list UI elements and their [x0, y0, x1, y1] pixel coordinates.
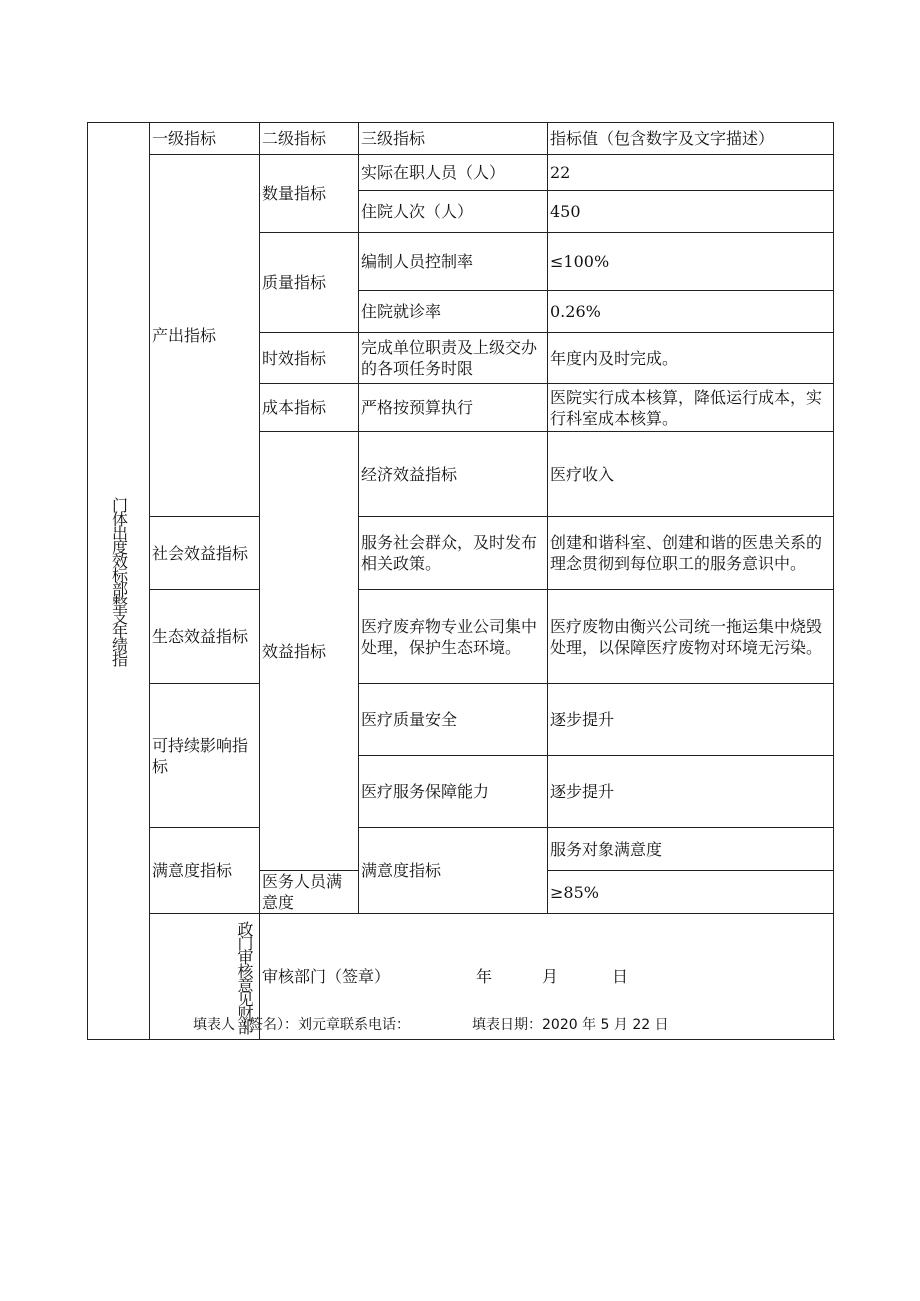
social-value: 创建和谐科室、创建和谐的医患关系的理念贯彻到每位职工的服务意识中。: [548, 517, 834, 590]
quality-name-1: 编制人员控制率: [359, 233, 548, 291]
review-month: 月: [542, 967, 559, 986]
ecological-value: 医疗废物由衡兴公司统一拖运集中烧毁处理，以保障医疗废物对环境无污染。: [548, 590, 834, 684]
social-name: 服务社会群众，及时发布相关政策。: [359, 517, 548, 590]
indicator-table: [87, 122, 834, 1040]
timeliness-name: 完成单位职责及上级交办的各项任务时限: [359, 333, 548, 384]
sustainable-value-2: 逐步提升: [548, 756, 834, 828]
quantity-label: 数量指标: [260, 155, 359, 233]
cost-value: 医院实行成本核算，降低运行成本，实行科室成本核算。: [548, 384, 834, 432]
header-level1: 一级指标: [150, 123, 260, 155]
social-label: 社会效益指标: [150, 517, 260, 590]
side-label-cell: [88, 123, 150, 1040]
sustainable-value-1: 逐步提升: [548, 684, 834, 756]
output-label: 产出指标: [150, 155, 260, 517]
review-dept: 审核部门（签章）: [262, 967, 391, 986]
ecological-name: 医疗废弃物专业公司集中处理，保护生态环境。: [359, 590, 548, 684]
quantity-name-2: 住院人次（人）: [359, 191, 548, 233]
ecological-label: 生态效益指标: [150, 590, 260, 684]
quantity-value-1: 22: [548, 155, 834, 191]
benefit-label: 效益指标: [260, 432, 359, 871]
satisfaction-value-2: ≥85%: [548, 871, 834, 914]
footer: [193, 1014, 669, 1034]
satisfaction-name-2: 医务人员满意度: [260, 871, 359, 914]
quantity-value-2: 450: [548, 191, 834, 233]
sustainable-name-2: 医疗服务保障能力: [359, 756, 548, 828]
economic-name: 医疗收入: [548, 432, 834, 517]
cost-label: 成本指标: [260, 384, 359, 432]
quality-label: 质量指标: [260, 233, 359, 333]
satisfaction-label-1: 满意度指标: [150, 828, 260, 914]
footer-filler: 填表人（签名）：刘元章联系电话：: [193, 1017, 410, 1033]
sustainable-label: 可持续影响指标: [150, 684, 260, 828]
quality-name-2: 住院就诊率: [359, 291, 548, 333]
satisfaction-name-1: 服务对象满意度: [548, 828, 834, 871]
satisfaction-label-2: 满意度指标: [359, 828, 548, 914]
side-label: 门体出度效标部整支年绩指: [109, 497, 129, 665]
quantity-name-1: 实际在职人员（人）: [359, 155, 548, 191]
quality-value-2: 0.26%: [548, 291, 834, 333]
timeliness-label: 时效指标: [260, 333, 359, 384]
quality-value-1: ≤100%: [548, 233, 834, 291]
review-day: 日: [612, 967, 629, 986]
review-year: 年: [476, 967, 493, 986]
sustainable-name-1: 医疗质量安全: [359, 684, 548, 756]
review-side-label: 政门审核意见财部: [235, 920, 254, 1033]
footer-date: 填表日期：2020 年 5 月 22 日: [472, 1017, 669, 1033]
cost-name: 严格按预算执行: [359, 384, 548, 432]
economic-label: 经济效益指标: [359, 432, 548, 517]
header-level2: 二级指标: [260, 123, 359, 155]
timeliness-value: 年度内及时完成。: [548, 333, 834, 384]
header-level3: 三级指标: [359, 123, 548, 155]
header-value: 指标值（包含数字及文字描述）: [548, 123, 834, 155]
